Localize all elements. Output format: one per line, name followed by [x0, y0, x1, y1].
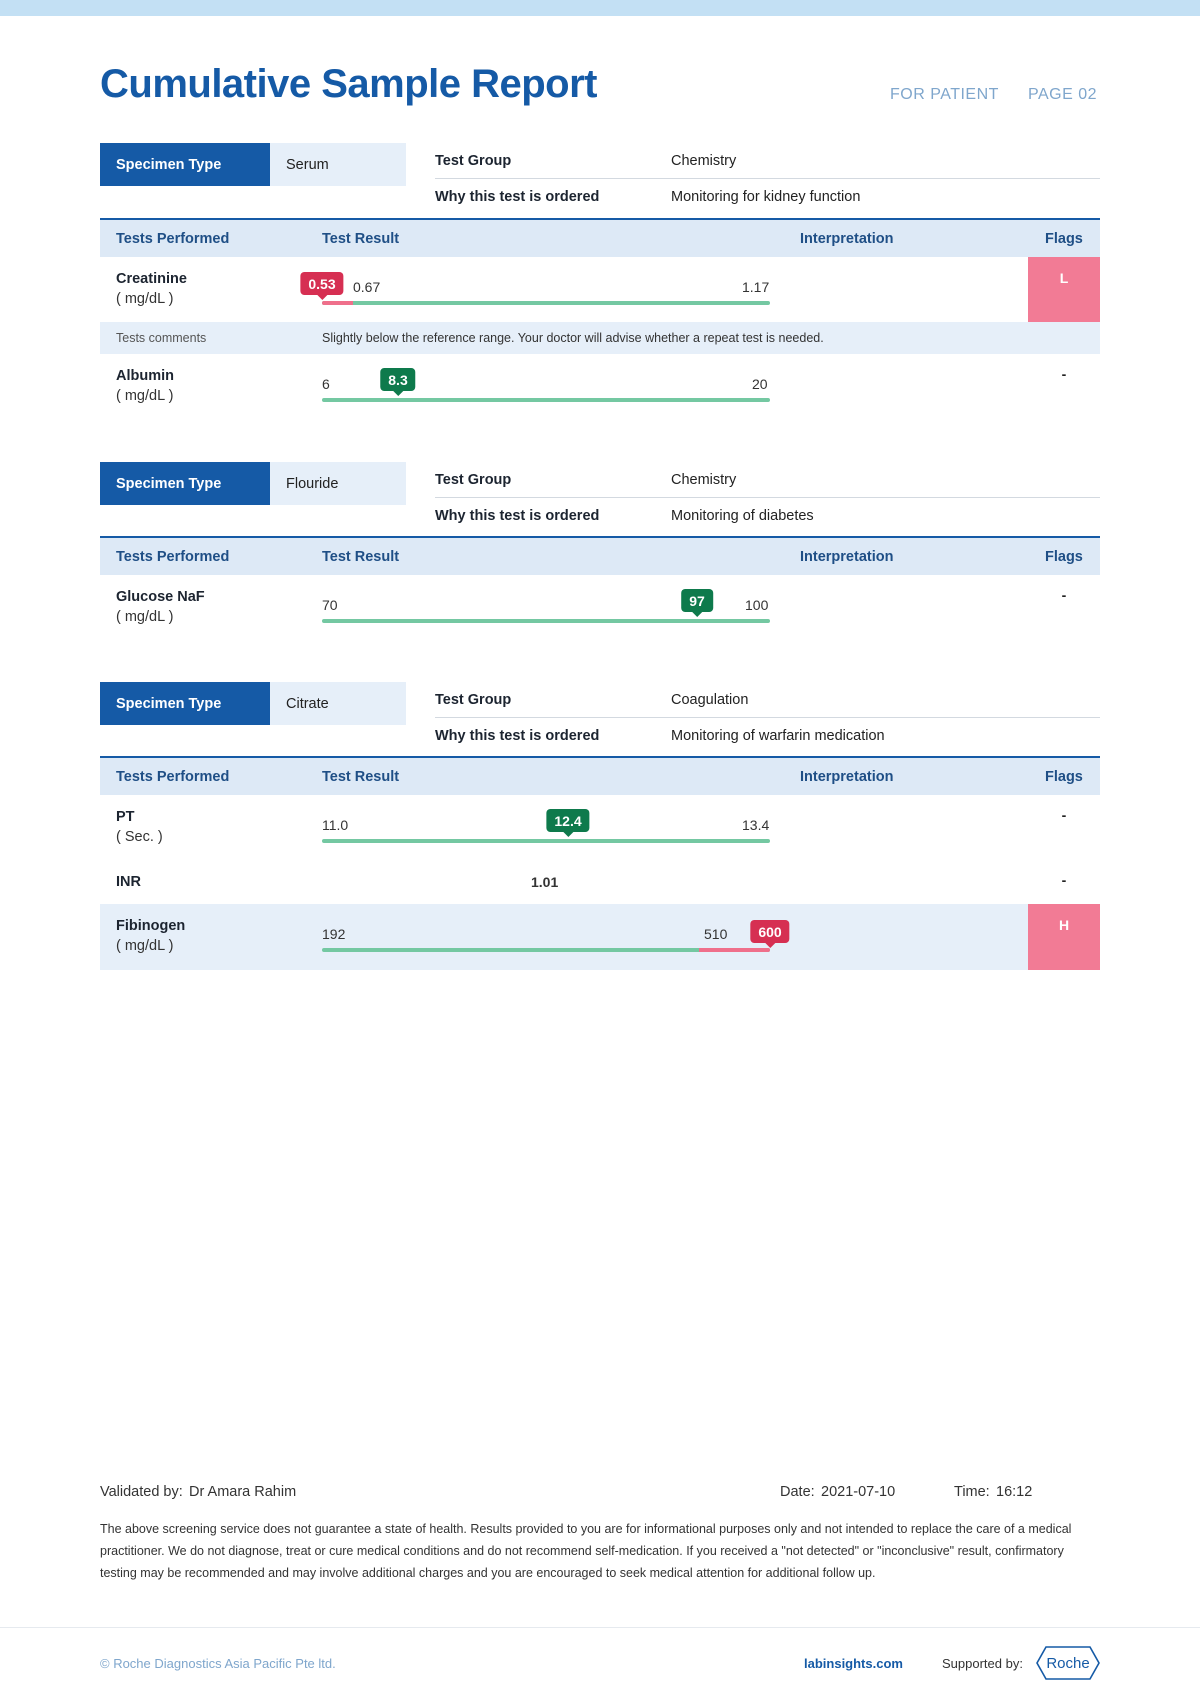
result-bubble-low: 0.53	[300, 272, 343, 295]
test-group-value: Coagulation	[671, 691, 749, 708]
col-tests-performed: Tests Performed	[116, 769, 230, 785]
reason-label: Why this test is ordered	[435, 728, 600, 744]
specimen-type-label: Specimen Type	[100, 143, 270, 186]
test-name: Creatinine	[116, 271, 187, 287]
results-table-header	[100, 218, 1100, 257]
page-title: Cumulative Sample Report	[100, 62, 598, 106]
reason-row	[435, 179, 1100, 215]
reference-range-bar	[322, 398, 770, 402]
table-row	[100, 575, 1100, 640]
test-unit: ( Sec. )	[116, 829, 163, 845]
test-group-row	[435, 143, 1100, 179]
validated-by-name: Dr Amara Rahim	[189, 1484, 297, 1500]
test-name: Glucose NaF	[116, 589, 205, 605]
flag-low-badge: L	[1028, 257, 1100, 322]
test-unit: ( mg/dL )	[116, 938, 174, 954]
reason-label: Why this test is ordered	[435, 508, 600, 524]
test-group-label: Test Group	[435, 471, 512, 488]
range-low: 192	[322, 926, 346, 942]
tests-comment-row	[100, 322, 1100, 354]
table-row	[100, 354, 1100, 419]
table-row	[100, 795, 1100, 860]
flag-value: -	[1061, 366, 1067, 382]
test-name: Fibinogen	[116, 918, 186, 934]
reference-range-bar	[322, 948, 770, 952]
table-row	[100, 904, 1100, 970]
flag-high-badge: H	[1028, 904, 1100, 970]
test-name: INR	[116, 874, 141, 890]
supported-by-label: Supported by:	[942, 1656, 1023, 1671]
results-table-header	[100, 756, 1100, 795]
test-unit: ( mg/dL )	[116, 291, 174, 307]
col-flags: Flags	[1045, 231, 1083, 247]
range-high: 1.17	[742, 279, 770, 295]
range-high: 13.4	[742, 817, 770, 833]
range-high: 20	[752, 376, 768, 392]
specimen-type-label: Specimen Type	[100, 462, 270, 505]
above-range-segment	[699, 948, 770, 952]
test-group-value: Chemistry	[671, 152, 737, 169]
table-row	[100, 257, 1100, 322]
footer-divider	[0, 1627, 1200, 1628]
flag-value: -	[1061, 587, 1067, 603]
specimen-type-block	[100, 682, 406, 725]
range-high: 100	[745, 597, 769, 613]
col-flags: Flags	[1045, 769, 1083, 785]
result-bubble-normal: 8.3	[380, 368, 415, 391]
reason-label: Why this test is ordered	[435, 189, 600, 205]
test-group-label: Test Group	[435, 691, 512, 708]
date-label: Date:	[780, 1484, 815, 1500]
result-bubble-high: 600	[750, 920, 789, 943]
reference-range-bar	[322, 301, 770, 305]
test-group-row	[435, 682, 1100, 718]
test-name: Albumin	[116, 368, 174, 384]
copyright-text: © Roche Diagnostics Asia Pacific Pte ltd.	[100, 1656, 336, 1671]
flag-value: -	[1061, 807, 1067, 823]
reason-row	[435, 718, 1100, 754]
top-accent-bar	[0, 0, 1200, 16]
col-flags: Flags	[1045, 549, 1083, 565]
test-group-value: Chemistry	[671, 471, 737, 488]
specimen-type-label: Specimen Type	[100, 682, 270, 725]
table-row	[100, 860, 1100, 905]
test-unit: ( mg/dL )	[116, 388, 174, 404]
reason-row	[435, 498, 1100, 534]
flag-value: -	[1061, 872, 1067, 888]
range-low: 0.67	[353, 279, 381, 295]
col-interpretation: Interpretation	[800, 769, 894, 785]
logo-text: Roche	[1046, 1655, 1090, 1672]
range-low: 70	[322, 597, 338, 613]
website-link[interactable]: labinsights.com	[804, 1656, 903, 1671]
reason-value: Monitoring of diabetes	[671, 508, 814, 524]
audience-label: FOR PATIENT	[890, 86, 999, 103]
result-bubble-normal: 12.4	[546, 809, 589, 832]
time-label: Time:	[954, 1484, 990, 1500]
reference-range-bar	[322, 839, 770, 843]
specimen-type-value: Flouride	[270, 462, 406, 505]
specimen-type-block	[100, 462, 406, 505]
disclaimer-text: The above screening service does not guarantee a state of health. Results provided to you are for informational purposes only and not intended to replace the care of a medical practitioner. We do not diagnose, treat or cure medical conditions and do not recommend self-medication. If you received a "not detected" or "inconclusive" result, confirmatory testing may be recommended and may involve additional charges and you are encouraged to seek medical attention for additional follow up.	[100, 1522, 1072, 1580]
col-test-result: Test Result	[322, 231, 400, 247]
range-low: 6	[322, 376, 330, 392]
roche-logo	[1036, 1646, 1100, 1680]
range-high: 510	[704, 926, 728, 942]
result-bubble-normal: 97	[681, 589, 713, 612]
col-interpretation: Interpretation	[800, 549, 894, 565]
specimen-type-value: Serum	[270, 143, 406, 186]
specimen-type-block	[100, 143, 406, 186]
tests-comment-label: Tests comments	[116, 331, 207, 345]
page-number: PAGE 02	[1028, 86, 1098, 103]
col-test-result: Test Result	[322, 549, 400, 565]
tests-comment-text: Slightly below the reference range. Your doctor will advise whether a repeat test is needed.	[322, 331, 824, 345]
range-low: 11.0	[322, 817, 349, 833]
below-range-segment	[322, 301, 353, 305]
date-value: 2021-07-10	[821, 1484, 896, 1500]
results-table-header	[100, 536, 1100, 575]
reason-value: Monitoring for kidney function	[671, 189, 861, 205]
specimen-type-value: Citrate	[270, 682, 406, 725]
test-group-row	[435, 462, 1100, 498]
reference-range-bar	[322, 619, 770, 623]
reason-value: Monitoring of warfarin medication	[671, 728, 885, 744]
col-tests-performed: Tests Performed	[116, 549, 230, 565]
col-test-result: Test Result	[322, 769, 400, 785]
time-value: 16:12	[996, 1484, 1033, 1500]
col-tests-performed: Tests Performed	[116, 231, 230, 247]
test-value: 1.01	[531, 874, 559, 890]
validated-by-label: Validated by:	[100, 1484, 183, 1500]
col-interpretation: Interpretation	[800, 231, 894, 247]
test-unit: ( mg/dL )	[116, 609, 174, 625]
test-name: PT	[116, 809, 135, 825]
test-group-label: Test Group	[435, 152, 512, 169]
